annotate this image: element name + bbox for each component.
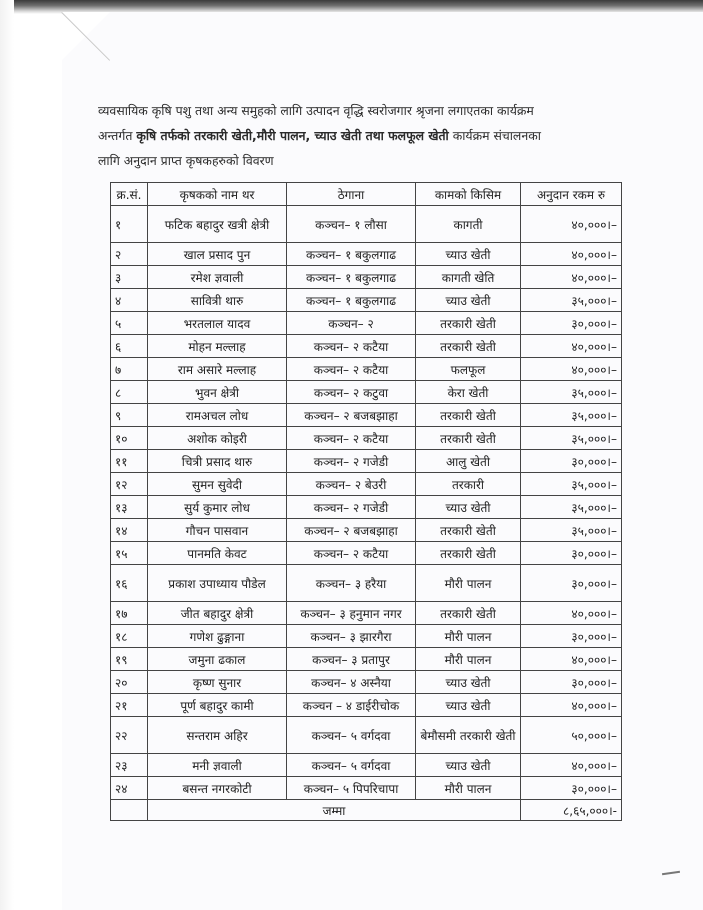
cell-address: कञ्चन– ५ वर्गदवा (287, 754, 416, 777)
cell-address: कञ्चन– १ लौसा (287, 206, 416, 243)
cell-work-type: मौरी पालन (416, 648, 521, 671)
cell-sn: २० (111, 671, 148, 694)
table-row (111, 542, 622, 565)
cell-work-type: तरकारी खेती (416, 542, 521, 565)
cell-address: कञ्चन– २ बेउरी (287, 473, 416, 496)
cell-sn: १९ (111, 648, 148, 671)
cell-name: बसन्त नगरकोटी (148, 777, 287, 800)
cell-name: राम असारे मल्लाह (148, 358, 287, 381)
cell-address: कञ्चन– २ कटैया (287, 335, 416, 358)
cell-name: फटिक बहादुर खत्री क्षेत्री (148, 206, 287, 243)
cell-work-type: च्याउ खेती (416, 671, 521, 694)
cell-name: मोहन मल्लाह (148, 335, 287, 358)
cell-address: कञ्चन– १ बकुलगाढ (287, 266, 416, 289)
cell-address: कञ्चन– २ (287, 312, 416, 335)
header-name: कृषकको नाम थर (148, 183, 287, 206)
cell-amount: ४०,०००।– (521, 358, 622, 381)
cell-sn: ४ (111, 289, 148, 312)
cell-amount: ४०,०००।– (521, 335, 622, 358)
header-work-type: कामको किसिम (416, 183, 521, 206)
cell-address: कञ्चन– ४ अस्नैया (287, 671, 416, 694)
cell-address: कञ्चन– ३ प्रतापुर (287, 648, 416, 671)
cell-address: कञ्चन– ३ हरैया (287, 565, 416, 602)
total-label: जम्मा (148, 800, 521, 821)
cell-name: पूर्ण बहादुर कामी (148, 694, 287, 717)
cell-sn: ७ (111, 358, 148, 381)
cell-address: कञ्चन– २ बजबझाहा (287, 404, 416, 427)
table-row (111, 496, 622, 519)
cell-name: गौचन पासवान (148, 519, 287, 542)
cell-work-type: फलफूल (416, 358, 521, 381)
table-row (111, 243, 622, 266)
total-row (111, 800, 622, 821)
cell-work-type: च्याउ खेती (416, 496, 521, 519)
cell-sn: २४ (111, 777, 148, 800)
table-row (111, 404, 622, 427)
cell-sn: १६ (111, 565, 148, 602)
cell-work-type: तरकारी खेती (416, 312, 521, 335)
cell-name: कृष्ण सुनार (148, 671, 287, 694)
cell-address: कञ्चन– ३ झारगैरा (287, 625, 416, 648)
table-row (111, 381, 622, 404)
cell-name: जीत बहादुर क्षेत्री (148, 602, 287, 625)
cell-work-type: तरकारी खेती (416, 404, 521, 427)
table-row (111, 625, 622, 648)
cell-sn: १५ (111, 542, 148, 565)
cell-name: गणेश ढुङ्गाना (148, 625, 287, 648)
cell-address: कञ्चन– २ कटैया (287, 358, 416, 381)
cell-work-type: मौरी पालन (416, 565, 521, 602)
intro-line-3: लागि अनुदान प्राप्त कृषकहरुको विवरण (98, 153, 274, 168)
cell-amount: ३०,०००।– (521, 671, 622, 694)
table-row (111, 427, 622, 450)
cell-address: कञ्चन – ४ डाईरीचोक (287, 694, 416, 717)
table-row (111, 450, 622, 473)
cell-sn: ६ (111, 335, 148, 358)
cell-amount: ४०,०००।– (521, 206, 622, 243)
cell-name: पानमति केवट (148, 542, 287, 565)
cell-sn: ५ (111, 312, 148, 335)
cell-amount: ४०,०००।– (521, 602, 622, 625)
table-body (111, 206, 622, 800)
cell-amount: ३०,०००।– (521, 565, 622, 602)
table-row (111, 519, 622, 542)
cell-name: भरतलाल यादव (148, 312, 287, 335)
cell-work-type: तरकारी खेती (416, 519, 521, 542)
cell-work-type: आलु खेती (416, 450, 521, 473)
cell-amount: ३५,०००।– (521, 427, 622, 450)
cell-address: कञ्चन– २ गजेडी (287, 450, 416, 473)
table-row (111, 671, 622, 694)
cell-amount: ३०,०००।– (521, 625, 622, 648)
total-amount: ८,६५,०००।- (521, 800, 622, 821)
table-row (111, 206, 622, 243)
header-address: ठेगाना (287, 183, 416, 206)
grant-table (110, 182, 622, 821)
cell-work-type: तरकारी खेती (416, 427, 521, 450)
cell-name: जमुना ढकाल (148, 648, 287, 671)
intro-line-1: व्यवसायिक कृषि पशु तथा अन्य समुहको लागि उत्पादन वृद्धि स्वरोजगार श्रृजना लगाएतका कार्यक्रम (98, 103, 534, 118)
cell-work-type: तरकारी खेती (416, 602, 521, 625)
cell-amount: ४०,०००।– (521, 648, 622, 671)
cell-name: प्रकाश उपाध्याय पौडेल (148, 565, 287, 602)
intro-line-2-bold: कृषि तर्फको तरकारी खेती,मौरी पालन, च्याउ खेती तथा फलफूल खेती (136, 128, 449, 143)
table-row (111, 289, 622, 312)
cell-address: कञ्चन– १ बकुलगाढ (287, 243, 416, 266)
cell-work-type: तरकारी (416, 473, 521, 496)
cell-address: कञ्चन– २ कटुवा (287, 381, 416, 404)
cell-amount: ३०,०००।– (521, 450, 622, 473)
table-row (111, 266, 622, 289)
cell-sn: २२ (111, 717, 148, 754)
cell-address: कञ्चन– २ बजबझाहा (287, 519, 416, 542)
cell-amount: ५०,०००।– (521, 717, 622, 754)
cell-amount: ३०,०००।– (521, 542, 622, 565)
cell-name: सन्तराम अहिर (148, 717, 287, 754)
intro-line-2-end: कार्यक्रम संचालनका (448, 128, 541, 143)
cell-name: मनी ज्ञवाली (148, 754, 287, 777)
cell-name: अशोक कोइरी (148, 427, 287, 450)
cell-work-type: मौरी पालन (416, 625, 521, 648)
cell-sn: १ (111, 206, 148, 243)
cell-sn: १३ (111, 496, 148, 519)
cell-sn: १७ (111, 602, 148, 625)
table-row (111, 754, 622, 777)
cell-amount: ३५,०००।– (521, 496, 622, 519)
cell-amount: ३५,०००।– (521, 519, 622, 542)
cell-name: सुर्य कुमार लोध (148, 496, 287, 519)
intro-line-2-start: अन्तर्गत (98, 128, 137, 143)
cell-address: कञ्चन– ३ हनुमान नगर (287, 602, 416, 625)
cell-address: कञ्चन– १ बकुलगाढ (287, 289, 416, 312)
cell-sn: १२ (111, 473, 148, 496)
header-sn: क्र.सं. (111, 183, 148, 206)
cell-amount: ३५,०००।– (521, 404, 622, 427)
table-row (111, 717, 622, 754)
cell-sn: १० (111, 427, 148, 450)
cell-amount: ३५,०००।– (521, 473, 622, 496)
table-row (111, 694, 622, 717)
cell-address: कञ्चन– २ गजेडी (287, 496, 416, 519)
cell-amount: ३५,०००।– (521, 381, 622, 404)
cell-sn: ९ (111, 404, 148, 427)
cell-name: रमेश ज्ञवाली (148, 266, 287, 289)
cell-sn: ११ (111, 450, 148, 473)
cell-sn: १८ (111, 625, 148, 648)
cell-work-type: केरा खेती (416, 381, 521, 404)
cell-work-type: च्याउ खेती (416, 243, 521, 266)
intro-paragraph (98, 98, 638, 173)
intro-line-2 (98, 123, 638, 148)
table-row (111, 473, 622, 496)
cell-amount: ४०,०००।– (521, 694, 622, 717)
cell-work-type: कागती (416, 206, 521, 243)
cell-work-type: च्याउ खेती (416, 754, 521, 777)
cell-name: सुमन सुवेदी (148, 473, 287, 496)
cell-work-type: कागती खेति (416, 266, 521, 289)
total-empty-cell (111, 800, 148, 821)
cell-address: कञ्चन– ५ वर्गदवा (287, 717, 416, 754)
cell-amount: ३५,०००।– (521, 289, 622, 312)
cell-sn: १४ (111, 519, 148, 542)
cell-name: खाल प्रसाद पुन (148, 243, 287, 266)
cell-amount: ३०,०००।– (521, 312, 622, 335)
cell-sn: ३ (111, 266, 148, 289)
cell-amount: ३०,०००।– (521, 777, 622, 800)
table-row (111, 312, 622, 335)
cell-work-type: च्याउ खेती (416, 289, 521, 312)
cell-work-type: मौरी पालन (416, 777, 521, 800)
cell-name: चित्री प्रसाद थारु (148, 450, 287, 473)
cell-work-type: तरकारी खेती (416, 335, 521, 358)
cell-sn: ८ (111, 381, 148, 404)
table-row (111, 358, 622, 381)
cell-work-type: च्याउ खेती (416, 694, 521, 717)
scan-margin (0, 0, 14, 910)
cell-amount: ४०,०००।– (521, 266, 622, 289)
cell-amount: ४०,०००।– (521, 243, 622, 266)
header-amount: अनुदान रकम रु (521, 183, 622, 206)
table-row (111, 565, 622, 602)
table-row (111, 335, 622, 358)
cell-address: कञ्चन– २ कटैया (287, 427, 416, 450)
table-row (111, 777, 622, 800)
cell-amount: ४०,०००।– (521, 754, 622, 777)
cell-work-type: बेमौसमी तरकारी खेती (416, 717, 521, 754)
cell-name: भुवन क्षेत्री (148, 381, 287, 404)
cell-sn: २१ (111, 694, 148, 717)
cell-sn: २३ (111, 754, 148, 777)
cell-address: कञ्चन– २ कटैया (287, 542, 416, 565)
table-row (111, 648, 622, 671)
table-row (111, 602, 622, 625)
cell-address: कञ्चन– ५ पिपरिचापा (287, 777, 416, 800)
table-header-row (111, 183, 622, 206)
cell-sn: २ (111, 243, 148, 266)
cell-name: सावित्री थारु (148, 289, 287, 312)
cell-name: रामअचल लोध (148, 404, 287, 427)
